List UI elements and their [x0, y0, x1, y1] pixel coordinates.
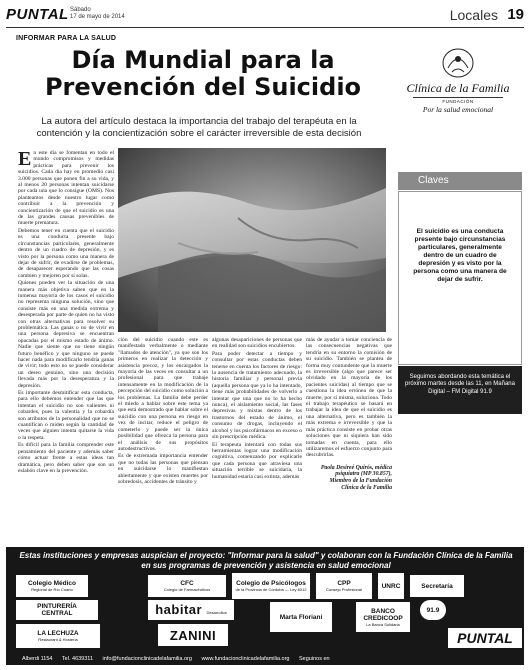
claves-heading: Claves — [398, 172, 522, 190]
sponsor-zanini: ZANINI — [158, 624, 228, 646]
website-link[interactable]: www.fundacionclinicadelafamilia.org — [201, 656, 290, 662]
paragraph: En este día se fomentan en todo el mundo compromisos y medidas prácticas para prevenir los suicidios. Cada día hay en promedio casi 3.000 personas que ponen fin a su vida, y al menos 20 personas intentan suicidarse por cada una que lo consigue (OMS). Nos planteamos desde nuestro lugar como contribuir a la prevención y concientización de que el suicidio es una de las grandes causas prevenibles de muerte prematura. — [18, 148, 114, 227]
paragraph: Para poder detectar a tiempo y consultar por estas conductas deben tenerse en cuenta los factores de riesgo: la ausencia de tratamiento adecuado, la historia familiar y personal previa (aquella persona que ya lo ha intentado, tiene más probabilidades de volverlo a intentar que una que no lo ha hecho nunca), el aislamiento social, las fases depresivas y mixtas dentro de los trastornos del estado de ánimo, el consumo de drogas, incluyendo el alcohol y los psicofármacos en exceso o sin prescripción médica. — [212, 350, 302, 441]
paragraph: Es importante desmitificar esta conducta, para ello debemos entender que las que intentan el suicidio no son valientes ni cobardes, pues la valentía y la cobardía son atributos de la personalidad que no se cuantifican o miden según la cantidad de veces que alguien intenta quitarse la vida o la respeta. — [18, 390, 114, 441]
paragraph: Quienes pueden ver la situación de una manera más objetiva saben que en la inmensa mayoría de los casos el suicidio no representa ninguna solución, sino que consiste más en una medida extrema y desesperada por parte de quien no ha visto con otras alternativas para resolver su problemática. Las ganas o no de vivir en una persona depresiva se encuentran opacadas por el mismo estado de ánimo. Nadie que siente que no tiene ningún futuro benéfico y que ninguno se puede hacer nada para modificarlo tendría ganas de vivir; todo esto no se puede considerar un deseo genuino, sino una decisión llevada más por la desesperanza y la depresión. — [18, 280, 114, 389]
paragraph: Es de extremada importancia entender que no todas las personas que piensan en suicidarse lo manifiestan abiertamente y que existen muertes por sobredosis, accidentes de tránsito y — [118, 453, 208, 485]
foundation-sub: FUNDACIÓN — [442, 99, 474, 104]
page-header — [6, 4, 524, 28]
sponsors-footer: Alberdi 1154 Tel. 4639311 info@fundacionclinicadelafamilia.org www.fundacionclinicadelafamilia.org Seguinos en — [6, 653, 524, 665]
foundation-name: Clínica de la Familia — [406, 81, 510, 95]
paragraph: Debemos tener en cuenta que el suicidio es una conducta presente bajo circunstancias particulares, generalmente dentro de un cuadro de depresión, y es visto por la persona como una manera de dejar de sufrir, de evadirse de problemas, de desaparecer esperando que las cosas cambien y mejoren por sí solas. — [18, 227, 114, 279]
paragraph: algunas desapariciones de personas que en realidad son suicidios encubiertos. — [212, 337, 302, 350]
sponsor-fm-919: 91.9 — [420, 600, 446, 620]
sponsor-colegio-psicologos: Colegio de Psicólogos de la Provincia de Córdoba — Ley 8312 — [232, 573, 310, 599]
text-column-3 — [212, 337, 302, 540]
paragraph: ción del suicidio cuando este es manifestado verbalmente o mediante "llamados de atención", ya que son los primeros en realizar la detección y asistencia precoz, y los encargados la mayoría de las veces en consultar a un profesional para que trabaje intensamente en la modificación de la percepción del suicidio como solución a los problemas. La familia debe perder el miedo a hablar sobre este tema ya que está demostrado que hablar sobre el suicidio con una persona en riesgo en vez de incitar, reduce el peligro de cometerlo y puede ser la única posibilidad que ofrezca la persona para el análisis de sus propósitos autodestructivos. — [118, 337, 208, 452]
kicker: INFORMAR PARA LA SALUD — [16, 35, 117, 42]
dropcap: E — [18, 148, 32, 170]
sponsor-pintureria-central: PINTURERÍA CENTRAL — [16, 600, 98, 620]
sponsor-habitar: habitar Desarrollos — [148, 600, 234, 620]
claves-box — [398, 191, 522, 365]
sponsor-marta-floriani: Marta Floriani — [270, 602, 332, 632]
article-subtitle: La autora del artículo destaca la importancia del trabajo del terapéuta en la contención y la concientización sobre el carácter irreversible de esta decisión — [36, 116, 362, 139]
page-number: 19 — [507, 6, 524, 23]
text-column-4 — [306, 337, 392, 540]
foundation-tagline: Por la salud emocional — [422, 105, 494, 114]
sponsor-puntal: PUNTAL — [448, 628, 522, 648]
article-title: Día Mundial para la Prevención del Suicidio — [44, 46, 362, 101]
sponsor-la-lechuza: LA LECHUZA Restaurant & Hostería — [16, 624, 100, 648]
divider — [413, 97, 503, 98]
sponsor-unrc: UNRC — [378, 573, 404, 599]
section-name: Locales — [449, 7, 498, 23]
newspaper-logo: PUNTAL — [6, 6, 69, 23]
paragraph: Es difícil para la familia comprender este pensamiento del paciente y además saber cómo actuar frente a estas ideas tan dramática, pero deben saber que son un eslabón clave en la prevención. — [18, 442, 114, 474]
paragraph: El terapeuta intentará con todas sus herramientas lograr una modificación cognitiva, comenzando por explicarle que cada persona que atraviesa una situación terrible se suicidaría, la humanidad estaría casi extinta, además — [212, 441, 302, 480]
issue-date: Sábado 17 de mayo de 2014 — [70, 7, 125, 20]
radio-notice: Seguimos abordando esta temática el próximo martes desde las 11, en Mañana Digital – FM Digital 91.9 — [398, 366, 522, 414]
sponsor-credicoop: BANCO CREDICOOP La Banca Solidaria — [356, 602, 410, 632]
foundation-emblem-icon — [438, 46, 478, 80]
text-column-2 — [118, 337, 208, 540]
author-signature: Paola Desireé Quirós, médica psiquiatra (MP 30.857), Miembro de la Fundación Clínica de la Familia — [320, 464, 392, 491]
text-column-1 — [18, 150, 114, 540]
sponsor-cpp: CPP Consejo Profesional — [316, 573, 372, 599]
email-link[interactable]: info@fundacionclinicadelafamilia.org — [102, 656, 192, 662]
claves-text: El suicidio es una conducta presente bajo circunstancias particulares, generalmente dentro de un cuadro de depresión y es visto por la persona como una manera de dejar de sufrir. — [413, 228, 507, 283]
sponsors-intro: Estas instituciones y empresas auspician el proyecto: "Informar para la salud" y colaboran con la Fundación Clínica de la Familia en sus programas de prevención y asistencia en salud emocional — [19, 551, 513, 570]
sponsor-secretaria: Secretaría — [410, 575, 464, 597]
foundation-logo — [396, 46, 520, 124]
sponsor-colegio-medico: Colegio Médico Regional de Río Cuarto — [16, 575, 88, 597]
sponsor-cfc: CFC Colegio de Farmacéuticos — [148, 575, 226, 597]
paragraph: más de ayudar a tomar conciencia de las consecuencias negativas que tendría en su entorno la comisión de su suicidio. También se plantea de forma muy contundente que la muerte es irreversible (algo que parece ser olvidado en la mayoría de los pacientes suicidas) al tiempo que se cuestiona la idea errónea de que la muerte, por sí misma, soluciona. Todo el trabajo terapéutico se basará en trabajar la idea de que el suicidio es una alternativa, pero es también la más extrema e irreversible y que la más práctica consiste en probar otras soluciones que ni siquiera han sido tomadas en cuenta, para ello utilizaremos el esfuerzo conjunto para descubrirlas. — [306, 337, 392, 459]
hands-photo — [118, 148, 386, 332]
